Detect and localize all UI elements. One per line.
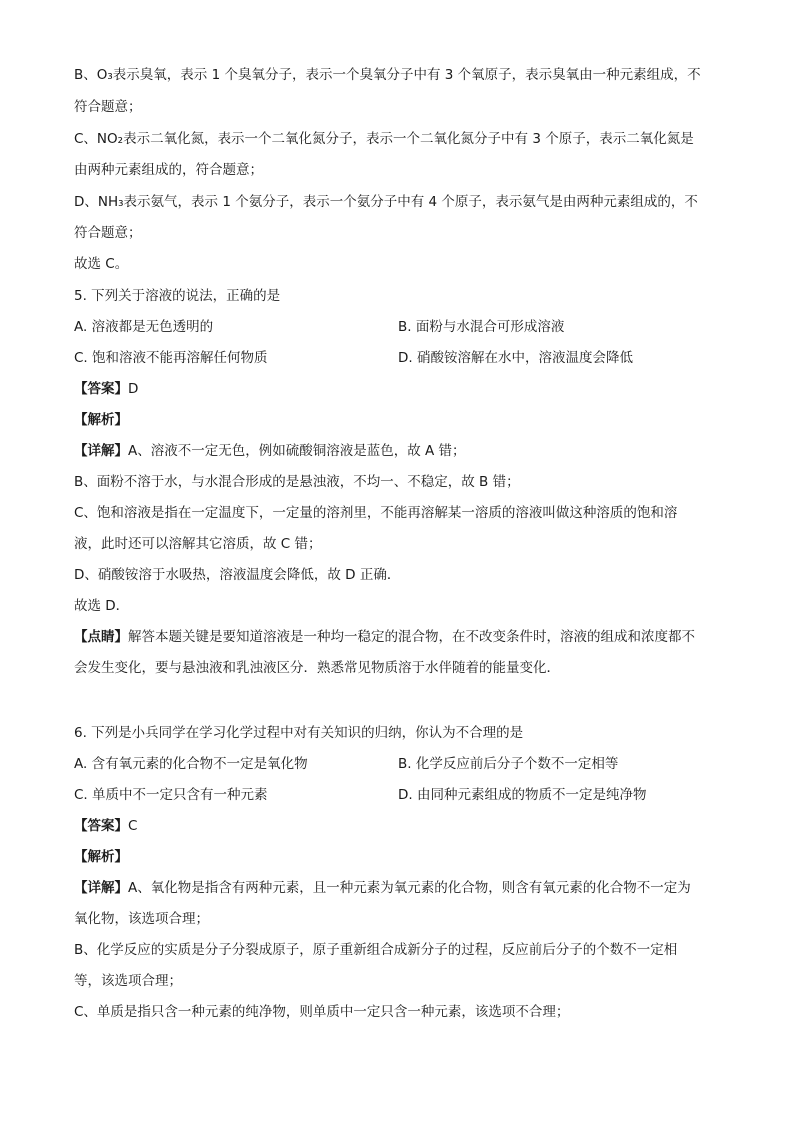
q5-stem: 5. 下列关于溶液的说法，正确的是 — [74, 288, 281, 304]
q5-comment-line-2: 会发生变化，要与悬浊液和乳浊液区分．熟悉常见物质溶于水伴随着的能量变化． — [74, 660, 560, 676]
q6-detail-line-2: 氧化物，该选项合理； — [74, 911, 209, 927]
q4-conclusion: 故选 C。 — [74, 256, 129, 272]
q4-option-b-line-2: 符合题意； — [74, 99, 142, 115]
analysis-tag: 【解析】 — [74, 849, 128, 865]
answer-tag: 【答案】 — [74, 818, 128, 834]
comment-tag: 【点睛】 — [74, 629, 128, 645]
q4-option-b-line-1: B、O₃表示臭氧，表示 1 个臭氧分子，表示一个臭氧分子中有 3 个氧原子，表示臭氧由一种元素组成，不 — [74, 67, 701, 83]
q5-detail-line-2: B、面粉不溶于水，与水混合形成的是悬浊液，不均一、不稳定，故 B 错； — [74, 474, 520, 490]
q5-detail-line-1 — [74, 442, 724, 460]
answer-tag: 【答案】 — [74, 381, 128, 397]
q6-option-a: A. 含有氧元素的化合物不一定是氧化物 — [74, 756, 308, 772]
q4-option-d-line-1: D、NH₃表示氨气，表示 1 个氨分子，表示一个氨分子中有 4 个原子，表示氨气是由两种元素组成的，不 — [74, 194, 698, 210]
detail-text: A、溶液不一定无色，例如硫酸铜溶液是蓝色，故 A 错； — [128, 443, 466, 459]
q6-detail-line-5: C、单质是指只含一种元素的纯净物，则单质中一定只含一种元素，该选项不合理； — [74, 1004, 570, 1020]
answer-value: D — [128, 381, 139, 397]
answer-value: C — [128, 818, 138, 834]
analysis-tag: 【解析】 — [74, 412, 128, 428]
q4-option-d-line-2: 符合题意； — [74, 225, 142, 241]
detail-text: A、氧化物是指含有两种元素，且一种元素为氧元素的化合物，则含有氧元素的化合物不一定为 — [128, 880, 691, 896]
q6-detail-line-3: B、化学反应的实质是分子分裂成原子，原子重新组合成新分子的过程，反应前后分子的个数不一定相 — [74, 942, 678, 958]
q5-option-c: C. 饱和溶液不能再溶解任何物质 — [74, 350, 268, 366]
q6-option-b: B. 化学反应前后分子个数不一定相等 — [398, 756, 619, 772]
q6-detail-line-1 — [74, 879, 724, 897]
q6-option-c: C. 单质中不一定只含有一种元素 — [74, 787, 268, 803]
q5-option-b: B. 面粉与水混合可形成溶液 — [398, 319, 565, 335]
detail-tag: 【详解】 — [74, 443, 128, 459]
q5-conclusion: 故选 D． — [74, 598, 130, 614]
q5-detail-line-3: C、饱和溶液是指在一定温度下，一定量的溶剂里，不能再溶解某一溶质的溶液叫做这种溶质的饱和溶 — [74, 505, 678, 521]
q6-answer — [74, 817, 724, 835]
detail-tag: 【详解】 — [74, 880, 128, 896]
q6-stem: 6. 下列是小兵同学在学习化学过程中对有关知识的归纳，你认为不合理的是 — [74, 725, 524, 741]
q5-detail-line-5: D、硝酸铵溶于水吸热，溶液温度会降低，故 D 正确． — [74, 567, 401, 583]
q5-option-a: A. 溶液都是无色透明的 — [74, 319, 214, 335]
q4-option-c-line-2: 由两种元素组成的，符合题意； — [74, 162, 263, 178]
q5-option-d: D. 硝酸铵溶解在水中，溶液温度会降低 — [398, 350, 633, 366]
q4-option-c-line-1: C、NO₂表示二氧化氮，表示一个二氧化氮分子，表示一个二氧化氮分子中有 3 个原子，表示二氧化氮是 — [74, 131, 694, 147]
q6-detail-line-4: 等，该选项合理； — [74, 973, 182, 989]
q5-analysis-tag — [74, 411, 724, 429]
comment-text: 解答本题关键是要知道溶液是一种均一稳定的混合物，在不改变条件时，溶液的组成和浓度都不 — [128, 629, 695, 645]
q5-detail-line-4: 液，此时还可以溶解其它溶质，故 C 错； — [74, 536, 322, 552]
q5-answer — [74, 380, 724, 398]
q5-comment-line-1 — [74, 628, 724, 646]
q6-option-d: D. 由同种元素组成的物质不一定是纯净物 — [398, 787, 647, 803]
q6-analysis-tag — [74, 848, 724, 866]
